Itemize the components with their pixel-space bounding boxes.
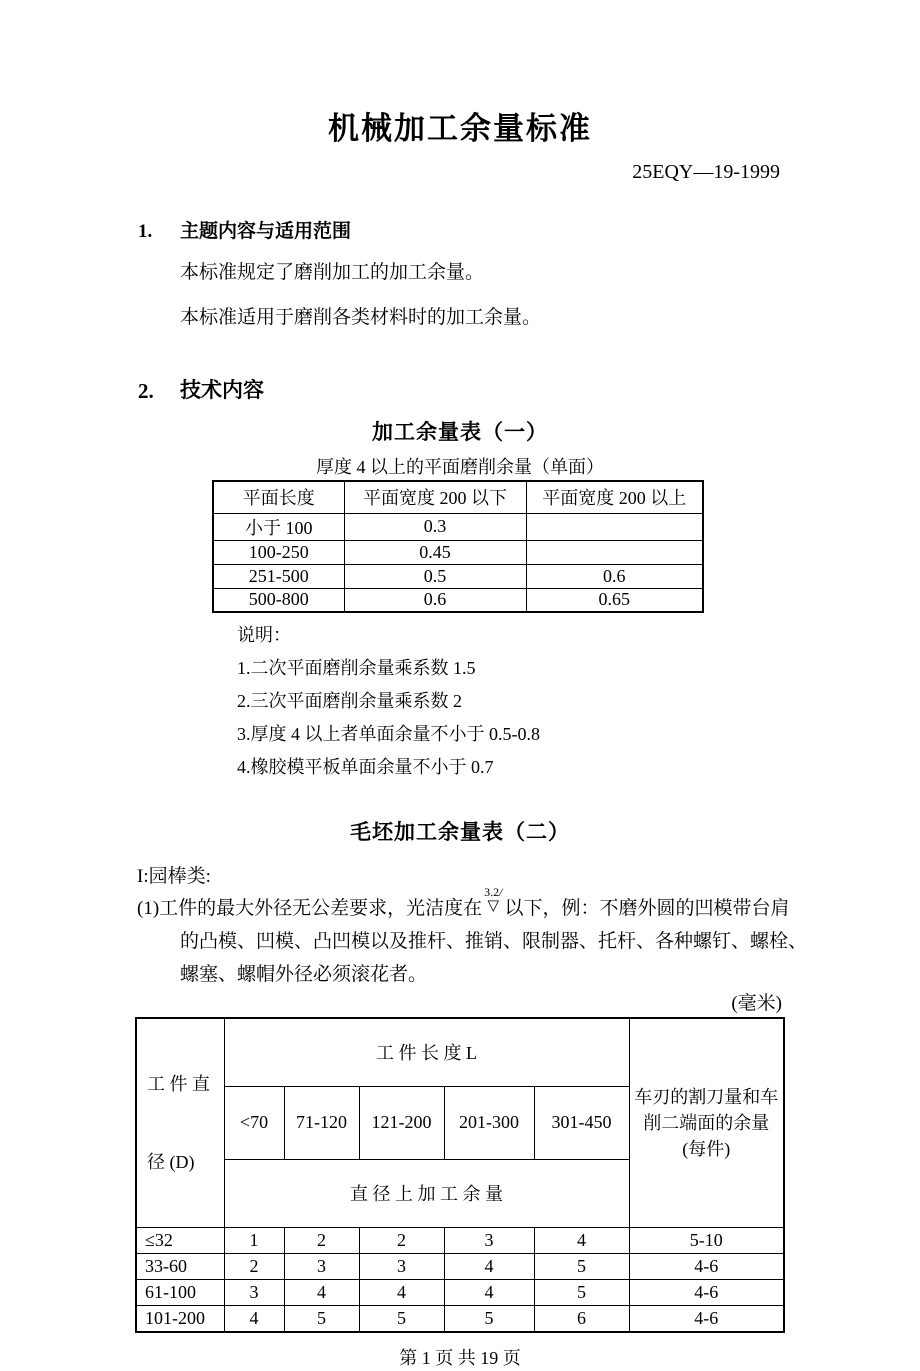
paragraph: 本标准规定了磨削加工的加工余量。 <box>180 262 485 283</box>
table-row <box>136 1280 784 1306</box>
table-cell: 3 <box>284 1254 359 1280</box>
table-row <box>136 1228 784 1254</box>
roughness-value: 3.2 <box>484 885 500 899</box>
table-cell: 4 <box>224 1306 284 1332</box>
table-header-cell: 直 径 上 加 工 余 量 <box>224 1159 629 1227</box>
table2-paragraph-line3: 螺塞、螺帽外径必须滚花者。 <box>180 964 428 985</box>
table-cell: 2 <box>284 1228 359 1254</box>
note-item: 4.橡胶模平板单面余量不小于 0.7 <box>237 757 494 777</box>
table-row <box>213 588 703 612</box>
right-header-line: 削二端面的余量 <box>643 1113 770 1133</box>
note-item: 3.厚度 4 以上者单面余量不小于 0.5-0.8 <box>237 724 540 744</box>
table-cell: 2 <box>359 1228 444 1254</box>
table-cell: 101-200 <box>136 1306 224 1332</box>
note-item: 1.二次平面磨削余量乘系数 1.5 <box>237 658 476 678</box>
table-cell: 4-6 <box>629 1306 784 1332</box>
table2-paragraph-line2: 的凸模、凹模、凸凹模以及推杆、推销、限制器、托杆、各种螺钉、螺栓、 <box>180 931 808 952</box>
table-row <box>136 1254 784 1280</box>
section-1-heading <box>138 218 920 246</box>
table-header-cell: 平面宽度 200 以上 <box>526 481 703 513</box>
diameter-header-line: 径 (D) <box>147 1152 195 1172</box>
table-cell: 1 <box>224 1228 284 1254</box>
table1-subtitle: 厚度 4 以上的平面磨削余量（单面） <box>316 457 604 477</box>
roughness-slash: / <box>499 885 503 899</box>
table-cell: 5 <box>534 1254 629 1280</box>
table-row <box>136 1306 784 1332</box>
unit-label: (毫米) <box>731 993 782 1014</box>
table-cell: 251-500 <box>213 564 344 588</box>
table-cell: 5 <box>284 1306 359 1332</box>
table-header-cell: 201-300 <box>444 1086 534 1159</box>
table-header-cell: 301-450 <box>534 1086 629 1159</box>
table-header-cell: 121-200 <box>359 1086 444 1159</box>
table-cell: 0.3 <box>344 513 526 540</box>
table-header-cell <box>136 1018 224 1228</box>
table-header-cell: 平面长度 <box>213 481 344 513</box>
table1-notes <box>237 619 920 784</box>
table-cell: 5 <box>444 1306 534 1332</box>
table-cell: 4-6 <box>629 1254 784 1280</box>
diameter-header-line: 工 件 直 <box>147 1074 210 1094</box>
section-2-number: 2. <box>138 379 154 403</box>
table-cell: 61-100 <box>136 1280 224 1306</box>
table-cell: 0.6 <box>526 564 703 588</box>
table-cell: 2 <box>224 1254 284 1280</box>
table-cell <box>526 540 703 564</box>
table-cell: 4 <box>444 1254 534 1280</box>
right-header-line: (每件) <box>682 1139 731 1159</box>
table-header-cell: <70 <box>224 1086 284 1159</box>
table-cell: 33-60 <box>136 1254 224 1280</box>
section-1-title: 主题内容与适用范围 <box>180 221 352 242</box>
table-cell: 0.45 <box>344 540 526 564</box>
table-cell: 4 <box>534 1228 629 1254</box>
table-cell: 0.5 <box>344 564 526 588</box>
page-number-footer: 第 1 页 共 19 页 <box>399 1347 521 1368</box>
note-item: 2.三次平面磨削余量乘系数 2 <box>237 691 462 711</box>
table-cell: 5 <box>534 1280 629 1306</box>
section-1-number: 1. <box>138 221 153 242</box>
paragraph: 本标准适用于磨削各类材料时的加工余量。 <box>180 307 542 328</box>
section-2-heading <box>138 376 920 406</box>
table-cell: 小于 100 <box>213 513 344 540</box>
table-cell: 4 <box>359 1280 444 1306</box>
table-cell: 5-10 <box>629 1228 784 1254</box>
right-header-line: 车刃的割刀量和车 <box>634 1087 779 1107</box>
section-2-title: 技术内容 <box>180 379 264 402</box>
table-header-cell: 平面宽度 200 以下 <box>344 481 526 513</box>
table-cell: 3 <box>359 1254 444 1280</box>
line1-prefix: (1)工件的最大外径无公差要求，光洁度在 <box>137 898 483 919</box>
table-header-cell: 71-120 <box>284 1086 359 1159</box>
table-cell: 4 <box>284 1280 359 1306</box>
notes-label: 说明： <box>237 625 291 645</box>
table-cell: 0.6 <box>344 588 526 612</box>
table2-category: I:园棒类: <box>137 866 211 887</box>
table-cell: 4-6 <box>629 1280 784 1306</box>
roughness-triangle-icon: ▽ <box>487 898 500 914</box>
table-cell: 3 <box>224 1280 284 1306</box>
table-cell: 6 <box>534 1306 629 1332</box>
table-cell: 5 <box>359 1306 444 1332</box>
surface-roughness-mark <box>484 885 503 917</box>
table-header-cell: 工 件 长 度 L <box>224 1018 629 1086</box>
table2-title: 毛坯加工余量表（二） <box>350 821 570 844</box>
table-cell: 100-250 <box>213 540 344 564</box>
table-header-cell <box>629 1018 784 1228</box>
table-cell: 4 <box>444 1280 534 1306</box>
doc-number: 25EQY—19-1999 <box>632 161 780 183</box>
table-cell <box>526 513 703 540</box>
table-cell: 500-800 <box>213 588 344 612</box>
table1 <box>212 480 704 613</box>
table-cell: 3 <box>444 1228 534 1254</box>
table1-title: 加工余量表（一） <box>372 421 548 444</box>
table-row <box>213 513 703 540</box>
page-title: 机械加工余量标准 <box>328 111 592 146</box>
table-row <box>213 540 703 564</box>
line1-suffix: 以下，例：不磨外圆的凹模带台肩 <box>504 898 790 919</box>
table2-paragraph-line1 <box>137 885 920 925</box>
table-cell: 0.65 <box>526 588 703 612</box>
table-cell: ≤32 <box>136 1228 224 1254</box>
table-row <box>213 564 703 588</box>
table2 <box>135 1017 785 1333</box>
